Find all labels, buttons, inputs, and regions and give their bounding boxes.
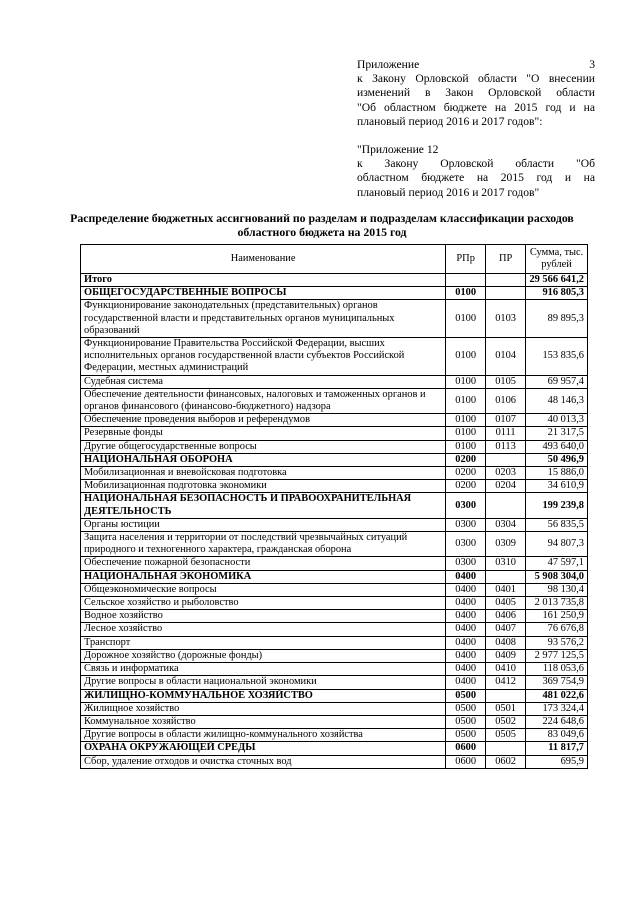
cell-name: Обеспечение проведения выборов и референдумов — [81, 414, 446, 427]
cell-pr: 0106 — [486, 388, 526, 413]
cell-rpr: 0400 — [446, 570, 486, 583]
cell-rpr: 0300 — [446, 532, 486, 557]
column-header-name: Наименование — [81, 245, 446, 274]
cell-rpr: 0400 — [446, 597, 486, 610]
table-row — [81, 300, 588, 338]
cell-pr: 0104 — [486, 338, 526, 376]
cell-sum: 29 566 641,2 — [526, 274, 588, 287]
cell-rpr: 0300 — [446, 518, 486, 531]
cell-name: Сбор, удаление отходов и очистка сточных вод — [81, 755, 446, 768]
cell-sum: 93 576,2 — [526, 636, 588, 649]
cell-sum: 47 597,1 — [526, 557, 588, 570]
cell-rpr: 0300 — [446, 493, 486, 518]
cell-pr: 0602 — [486, 755, 526, 768]
cell-pr: 0505 — [486, 729, 526, 742]
cell-pr: 0309 — [486, 532, 526, 557]
cell-rpr: 0100 — [446, 414, 486, 427]
section-row — [81, 453, 588, 466]
cell-sum: 153 835,6 — [526, 338, 588, 376]
cell-name: Общеэкономические вопросы — [81, 583, 446, 596]
cell-sum: 76 676,8 — [526, 623, 588, 636]
cell-pr: 0410 — [486, 663, 526, 676]
cell-rpr: 0400 — [446, 676, 486, 689]
header-line: Приложение 3 — [357, 58, 595, 71]
cell-name: Другие вопросы в области национальной экономики — [81, 676, 446, 689]
cell-pr — [486, 453, 526, 466]
cell-name: ОХРАНА ОКРУЖАЮЩЕЙ СРЕДЫ — [81, 742, 446, 755]
cell-rpr — [446, 274, 486, 287]
cell-name: Другие общегосударственные вопросы — [81, 440, 446, 453]
section-row — [81, 493, 588, 518]
cell-sum: 15 886,0 — [526, 467, 588, 480]
header-line: областном бюджете на 2015 год и на — [357, 171, 595, 185]
cell-pr: 0401 — [486, 583, 526, 596]
cell-rpr: 0500 — [446, 729, 486, 742]
table-row — [81, 715, 588, 728]
cell-sum: 34 610,9 — [526, 480, 588, 493]
cell-sum: 98 130,4 — [526, 583, 588, 596]
cell-name: Обеспечение деятельности финансовых, налоговых и таможенных органов и органов финансового (финансово-бюджетного) надзора — [81, 388, 446, 413]
header-line: к Закону Орловской области "О внесении — [357, 72, 595, 86]
table-row — [81, 375, 588, 388]
cell-rpr: 0200 — [446, 453, 486, 466]
table-row — [81, 623, 588, 636]
cell-sum: 199 239,8 — [526, 493, 588, 518]
header-line: к Закону Орловской области "Об — [357, 157, 595, 171]
cell-rpr: 0100 — [446, 388, 486, 413]
table-row — [81, 676, 588, 689]
cell-sum: 481 022,6 — [526, 689, 588, 702]
cell-sum: 493 640,0 — [526, 440, 588, 453]
cell-rpr: 0100 — [446, 440, 486, 453]
cell-rpr: 0500 — [446, 689, 486, 702]
cell-rpr: 0400 — [446, 623, 486, 636]
cell-pr: 0407 — [486, 623, 526, 636]
cell-rpr: 0400 — [446, 636, 486, 649]
cell-sum: 173 324,4 — [526, 702, 588, 715]
cell-sum: 369 754,9 — [526, 676, 588, 689]
table-body — [81, 274, 588, 769]
cell-rpr: 0400 — [446, 663, 486, 676]
cell-rpr: 0200 — [446, 480, 486, 493]
section-row — [81, 742, 588, 755]
cell-name: Связь и информатика — [81, 663, 446, 676]
header-line: "Приложение 12 — [357, 143, 439, 156]
cell-sum: 83 049,6 — [526, 729, 588, 742]
cell-name: Мобилизационная подготовка экономики — [81, 480, 446, 493]
cell-name: ОБЩЕГОСУДАРСТВЕННЫЕ ВОПРОСЫ — [81, 287, 446, 300]
cell-rpr: 0100 — [446, 375, 486, 388]
cell-name: Коммунальное хозяйство — [81, 715, 446, 728]
cell-pr: 0107 — [486, 414, 526, 427]
cell-name: НАЦИОНАЛЬНАЯ ОБОРОНА — [81, 453, 446, 466]
cell-sum: 2 977 125,5 — [526, 649, 588, 662]
cell-name: Сельское хозяйство и рыболовство — [81, 597, 446, 610]
cell-rpr: 0300 — [446, 557, 486, 570]
cell-pr: 0310 — [486, 557, 526, 570]
cell-pr: 0113 — [486, 440, 526, 453]
cell-name: Мобилизационная и вневойсковая подготовка — [81, 467, 446, 480]
total-row — [81, 274, 588, 287]
cell-pr — [486, 689, 526, 702]
cell-sum: 695,9 — [526, 755, 588, 768]
header-line: изменений в Закон Орловской области — [357, 86, 595, 100]
table-row — [81, 440, 588, 453]
cell-rpr: 0600 — [446, 755, 486, 768]
cell-rpr: 0400 — [446, 610, 486, 623]
cell-pr — [486, 287, 526, 300]
cell-pr: 0409 — [486, 649, 526, 662]
table-row — [81, 729, 588, 742]
table-row — [81, 610, 588, 623]
cell-name: Жилищное хозяйство — [81, 702, 446, 715]
cell-rpr: 0100 — [446, 287, 486, 300]
cell-rpr: 0200 — [446, 467, 486, 480]
table-row — [81, 636, 588, 649]
cell-sum: 5 908 304,0 — [526, 570, 588, 583]
cell-name: Итого — [81, 274, 446, 287]
cell-sum: 224 648,6 — [526, 715, 588, 728]
table-row — [81, 702, 588, 715]
cell-pr: 0103 — [486, 300, 526, 338]
section-row — [81, 689, 588, 702]
cell-pr: 0412 — [486, 676, 526, 689]
cell-sum: 48 146,3 — [526, 388, 588, 413]
appendix-12-header — [357, 143, 595, 200]
cell-pr: 0105 — [486, 375, 526, 388]
cell-pr: 0304 — [486, 518, 526, 531]
table-row — [81, 532, 588, 557]
column-header-rpr: РПр — [446, 245, 486, 274]
table-row — [81, 467, 588, 480]
header-line: "Об областном бюджете на 2015 год и на — [357, 100, 595, 114]
cell-name: НАЦИОНАЛЬНАЯ БЕЗОПАСНОСТЬ И ПРАВООХРАНИТЕЛЬНАЯ ДЕЯТЕЛЬНОСТЬ — [81, 493, 446, 518]
table-row — [81, 649, 588, 662]
cell-name: Другие вопросы в области жилищно-коммунального хозяйства — [81, 729, 446, 742]
cell-name: ЖИЛИЩНО-КОММУНАЛЬНОЕ ХОЗЯЙСТВО — [81, 689, 446, 702]
cell-sum: 56 835,5 — [526, 518, 588, 531]
cell-sum: 11 817,7 — [526, 742, 588, 755]
cell-name: Функционирование Правительства Российской Федерации, высших исполнительных органов государственной власти субъектов Российской Федерации, местных администраций — [81, 338, 446, 376]
cell-name: Лесное хозяйство — [81, 623, 446, 636]
column-header-pr: ПР — [486, 245, 526, 274]
table-row — [81, 583, 588, 596]
cell-name: Обеспечение пожарной безопасности — [81, 557, 446, 570]
cell-pr: 0111 — [486, 427, 526, 440]
header-line: плановый период 2016 и 2017 годов": — [357, 114, 543, 128]
table-row — [81, 663, 588, 676]
cell-pr — [486, 274, 526, 287]
cell-pr: 0203 — [486, 467, 526, 480]
cell-sum: 161 250,9 — [526, 610, 588, 623]
cell-pr — [486, 493, 526, 518]
section-row — [81, 287, 588, 300]
cell-pr: 0406 — [486, 610, 526, 623]
cell-pr: 0502 — [486, 715, 526, 728]
cell-name: Дорожное хозяйство (дорожные фонды) — [81, 649, 446, 662]
cell-sum: 50 496,9 — [526, 453, 588, 466]
cell-pr: 0405 — [486, 597, 526, 610]
cell-rpr: 0100 — [446, 427, 486, 440]
cell-sum: 2 013 735,8 — [526, 597, 588, 610]
cell-name: НАЦИОНАЛЬНАЯ ЭКОНОМИКА — [81, 570, 446, 583]
appendix-3-header — [357, 58, 595, 129]
cell-sum: 89 895,3 — [526, 300, 588, 338]
cell-name: Функционирование законодательных (представительных) органов государственной власти и представительных органов муниципальных образований — [81, 300, 446, 338]
cell-sum: 118 053,6 — [526, 663, 588, 676]
budget-table — [80, 244, 588, 769]
cell-sum: 69 957,4 — [526, 375, 588, 388]
cell-rpr: 0500 — [446, 702, 486, 715]
cell-sum: 21 317,5 — [526, 427, 588, 440]
cell-name: Защита населения и территории от последствий чрезвычайных ситуаций природного и техногенного характера, гражданская оборона — [81, 532, 446, 557]
column-header-sum: Сумма, тыс. рублей — [526, 245, 588, 274]
table-row — [81, 338, 588, 376]
cell-sum: 94 807,3 — [526, 532, 588, 557]
cell-name: Судебная система — [81, 375, 446, 388]
cell-name: Органы юстиции — [81, 518, 446, 531]
cell-pr — [486, 570, 526, 583]
cell-sum: 916 805,3 — [526, 287, 588, 300]
section-row — [81, 570, 588, 583]
cell-rpr: 0400 — [446, 649, 486, 662]
cell-rpr: 0600 — [446, 742, 486, 755]
table-row — [81, 427, 588, 440]
table-row — [81, 518, 588, 531]
table-row — [81, 557, 588, 570]
table-header-row — [81, 245, 588, 274]
cell-rpr: 0400 — [446, 583, 486, 596]
cell-pr: 0408 — [486, 636, 526, 649]
header-line: плановый период 2016 и 2017 годов" — [357, 185, 540, 199]
cell-pr: 0204 — [486, 480, 526, 493]
table-row — [81, 414, 588, 427]
table-row — [81, 755, 588, 768]
cell-pr — [486, 742, 526, 755]
cell-name: Водное хозяйство — [81, 610, 446, 623]
table-row — [81, 388, 588, 413]
cell-sum: 40 013,3 — [526, 414, 588, 427]
cell-rpr: 0100 — [446, 300, 486, 338]
cell-pr: 0501 — [486, 702, 526, 715]
cell-rpr: 0100 — [446, 338, 486, 376]
cell-rpr: 0500 — [446, 715, 486, 728]
cell-name: Транспорт — [81, 636, 446, 649]
document-title: Распределение бюджетных ассигнований по разделам и подразделам классификации расходов областного бюджета на 2015 год — [70, 211, 574, 239]
cell-name: Резервные фонды — [81, 427, 446, 440]
table-row — [81, 597, 588, 610]
table-row — [81, 480, 588, 493]
